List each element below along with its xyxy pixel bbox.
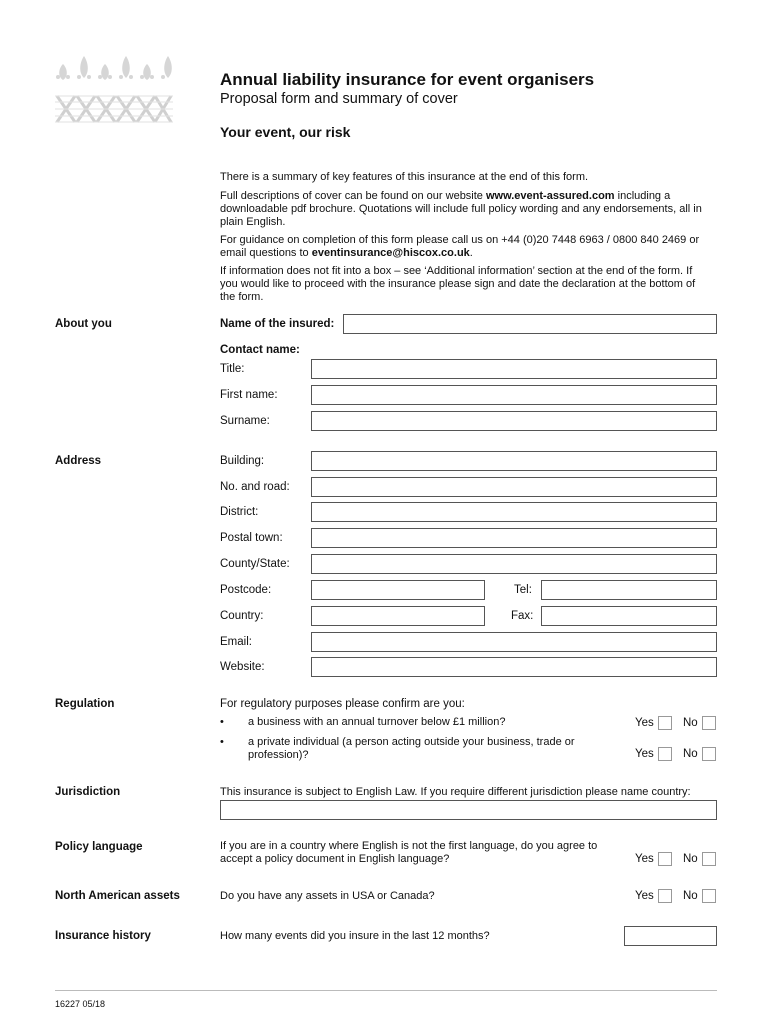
q2-no-label: No [683, 748, 698, 760]
language-yes-label: Yes [635, 853, 654, 865]
insured-name-label: Name of the insured: [220, 318, 335, 330]
policy-language-text: If you are in a country where English is not the first language, do you agree to accept a policy document in English language? [220, 840, 598, 865]
q1-no-checkbox[interactable] [702, 716, 716, 730]
contact-name-label: Contact name: [220, 344, 300, 356]
country-label: Country: [220, 610, 264, 622]
language-no-checkbox[interactable] [702, 852, 716, 866]
intro-additional-info: If information does not fit into a box – see ‘Additional information’ section at the end of the form. If you would like to proceed with the insurance please sign and date the declaration at the bottom of the form. [220, 265, 696, 304]
section-jurisdiction: Jurisdiction [55, 786, 121, 798]
page-subtitle: Proposal form and summary of cover [220, 91, 458, 107]
surname-label: Surname: [220, 415, 270, 427]
postcode-input[interactable] [311, 580, 485, 600]
footer-divider [55, 990, 717, 991]
section-insurance-history: Insurance history [55, 930, 151, 942]
company-logo [55, 50, 173, 126]
first-name-label: First name: [220, 389, 278, 401]
website-label: Website: [220, 661, 265, 673]
postal-town-input[interactable] [311, 528, 717, 548]
title-input[interactable] [311, 359, 717, 379]
history-text: How many events did you insure in the last 12 months? [220, 930, 490, 942]
q2-no-checkbox[interactable] [702, 747, 716, 761]
regulation-q2: a private individual (a person acting outside your business, trade or profession)? [248, 736, 575, 761]
road-input[interactable] [311, 477, 717, 497]
road-label: No. and road: [220, 481, 290, 493]
tel-label: Tel: [514, 584, 532, 596]
assets-no-label: No [683, 890, 698, 902]
section-policy-language: Policy language [55, 841, 143, 853]
intro-summary: There is a summary of key features of this insurance at the end of this form. [220, 171, 589, 183]
language-no-label: No [683, 853, 698, 865]
county-input[interactable] [311, 554, 717, 574]
q2-yes-checkbox[interactable] [658, 747, 672, 761]
district-label: District: [220, 506, 259, 518]
email-link[interactable]: eventinsurance@hiscox.co.uk [311, 247, 470, 260]
fax-label: Fax: [511, 610, 534, 622]
website-input[interactable] [311, 657, 717, 677]
section-regulation: Regulation [55, 698, 115, 710]
district-input[interactable] [311, 502, 717, 522]
intro-guidance: For guidance on completion of this form please call us on +44 (0)20 7448 6963 / 0800 840 2469 or email questions to eventinsurance@hiscox.co.uk. [220, 234, 700, 260]
events-count-input[interactable] [624, 926, 717, 946]
postcode-label: Postcode: [220, 584, 272, 596]
assets-text: Do you have any assets in USA or Canada? [220, 890, 435, 902]
title-label: Title: [220, 363, 245, 375]
language-yes-checkbox[interactable] [658, 852, 672, 866]
q1-yes-label: Yes [635, 717, 654, 729]
regulation-intro: For regulatory purposes please confirm are you: [220, 698, 465, 710]
q2-yes-label: Yes [635, 748, 654, 760]
surname-input[interactable] [311, 411, 717, 431]
building-input[interactable] [311, 451, 717, 471]
tel-input[interactable] [541, 580, 717, 600]
email-input[interactable] [311, 632, 717, 652]
assets-no-checkbox[interactable] [702, 889, 716, 903]
tagline: Your event, our risk [220, 124, 351, 140]
country-input[interactable] [311, 606, 485, 626]
section-address: Address [55, 455, 102, 467]
intro-website: Full descriptions of cover can be found on our website www.event-assured.com including a downloadable pdf brochure. Quotations will include full policy wording and any endorsements, all in plain English. [220, 190, 702, 229]
postal-town-label: Postal town: [220, 532, 283, 544]
jurisdiction-country-input[interactable] [220, 800, 717, 820]
page-title: Annual liability insurance for event organisers [220, 70, 595, 89]
form-code: 16227 05/18 [55, 999, 106, 1009]
website-link[interactable]: www.event-assured.com [485, 190, 615, 202]
first-name-input[interactable] [311, 385, 717, 405]
jurisdiction-text: This insurance is subject to English Law. If you require different jurisdiction please name country: [220, 786, 691, 798]
bullet-q1: • [220, 716, 224, 728]
assets-yes-checkbox[interactable] [658, 889, 672, 903]
q1-yes-checkbox[interactable] [658, 716, 672, 730]
insured-name-input[interactable] [343, 314, 717, 334]
fax-input[interactable] [541, 606, 717, 626]
q1-no-label: No [683, 717, 698, 729]
county-label: County/State: [220, 558, 290, 570]
assets-yes-label: Yes [635, 890, 654, 902]
building-label: Building: [220, 455, 265, 467]
section-about-you: About you [55, 318, 112, 330]
bullet-q2: • [220, 736, 224, 748]
regulation-q1: a business with an annual turnover below £1 million? [248, 716, 506, 728]
section-north-american-assets: North American assets [55, 890, 180, 902]
email-label: Email: [220, 636, 252, 648]
